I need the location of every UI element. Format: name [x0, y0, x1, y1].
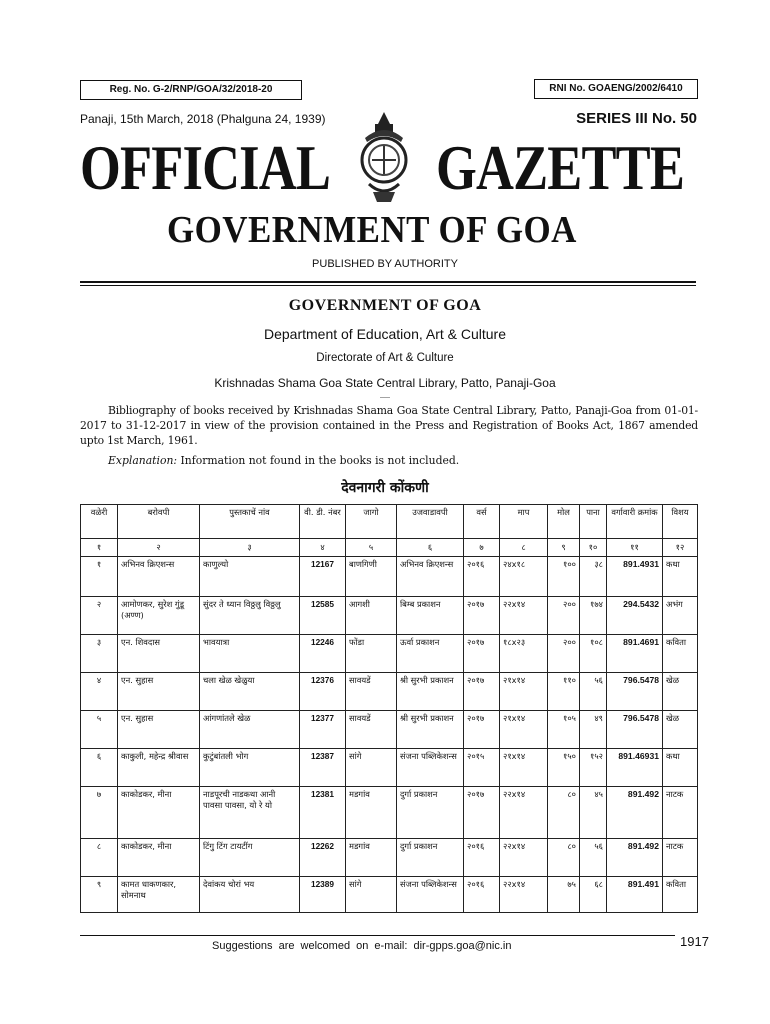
year-cell: २०१६ — [464, 839, 500, 877]
pages-cell: ५६ — [580, 673, 607, 711]
size-cell: २२x१४ — [500, 877, 548, 913]
table-row — [81, 749, 698, 787]
col-number: ७ — [464, 539, 500, 557]
size-cell: २१x१४ — [500, 673, 548, 711]
col-number: ३ — [200, 539, 300, 557]
header-rule — [80, 281, 696, 283]
header-row — [81, 505, 698, 539]
accession-cell: 12387 — [300, 749, 346, 787]
section-title: देवनागरी कोंकणी — [341, 480, 429, 496]
col-number: २ — [118, 539, 200, 557]
size-cell: २२x१४ — [500, 787, 548, 839]
subject-cell: अभंग — [663, 597, 698, 635]
author-cell: काकुली, महेन्द्र श्रीवास — [118, 749, 200, 787]
year-cell: २०१७ — [464, 673, 500, 711]
price-cell: १५० — [548, 749, 580, 787]
author-cell: अभिनव क्रिएशन्स — [118, 557, 200, 597]
accession-cell: 12389 — [300, 877, 346, 913]
year-cell: २०१५ — [464, 749, 500, 787]
col-number: ८ — [500, 539, 548, 557]
place-cell: मडगांव — [346, 839, 397, 877]
subject-cell: खेळ — [663, 673, 698, 711]
pages-cell: ३८ — [580, 557, 607, 597]
serial-cell: ८ — [81, 839, 118, 877]
publisher-cell: बिम्ब प्रकाशन — [397, 597, 464, 635]
title-cell: नाडपूरची नाडकथा आनी पावसा पावसा, यो रे यो — [200, 787, 300, 839]
classification-cell: 891.46931 — [607, 749, 663, 787]
author-cell: काकोडकर, मीना — [118, 839, 200, 877]
serial-cell: ५ — [81, 711, 118, 749]
author-cell: काकोडकर, मीना — [118, 787, 200, 839]
place-cell: सांगे — [346, 749, 397, 787]
size-cell: २२x१४ — [500, 597, 548, 635]
col-number: ५ — [346, 539, 397, 557]
publisher-cell: दुर्गा प्रकाशन — [397, 839, 464, 877]
size-cell: २१x१४ — [500, 711, 548, 749]
subject-cell: नाटक — [663, 787, 698, 839]
table-body — [81, 557, 698, 913]
pages-cell: १०८ — [580, 635, 607, 673]
table-row — [81, 673, 698, 711]
title-cell: चला खेळ खेळुया — [200, 673, 300, 711]
subject-cell: नाटक — [663, 839, 698, 877]
classification-cell: 796.5478 — [607, 711, 663, 749]
accession-cell: 12262 — [300, 839, 346, 877]
subject-cell: कविता — [663, 635, 698, 673]
price-cell: १०५ — [548, 711, 580, 749]
subject-cell: कविता — [663, 877, 698, 913]
subject-cell: कथा — [663, 557, 698, 597]
table-row — [81, 597, 698, 635]
pages-cell: ६८ — [580, 877, 607, 913]
col-header: वर्गावारी क्रमांक — [607, 505, 663, 539]
col-header: बरोवपी — [118, 505, 200, 539]
notice-heading: GOVERNMENT OF GOA — [288, 297, 482, 314]
col-header: मोल — [548, 505, 580, 539]
accession-cell: 12381 — [300, 787, 346, 839]
title-cell: काणुल्यो — [200, 557, 300, 597]
price-cell: ८० — [548, 787, 580, 839]
size-cell: २२x१४ — [500, 839, 548, 877]
accession-cell: 12246 — [300, 635, 346, 673]
masthead-subtitle: GOVERNMENT OF GOA — [167, 209, 577, 251]
price-cell: ८० — [548, 839, 580, 877]
library-name: Krishnadas Shama Goa State Central Library, Patto, Panaji-Goa — [214, 376, 556, 390]
published-by-authority: PUBLISHED BY AUTHORITY — [312, 258, 458, 270]
subject-cell: खेळ — [663, 711, 698, 749]
col-header: पुस्तकाचें नांव — [200, 505, 300, 539]
serial-cell: ६ — [81, 749, 118, 787]
size-cell: २१x१४ — [500, 749, 548, 787]
publisher-cell: संजना पब्लिकेशन्स — [397, 749, 464, 787]
price-cell: १०० — [548, 557, 580, 597]
place-cell: सावयडें — [346, 711, 397, 749]
table-row — [81, 787, 698, 839]
year-cell: २०१६ — [464, 877, 500, 913]
pages-cell: १५२ — [580, 749, 607, 787]
pages-cell: ४५ — [580, 787, 607, 839]
author-cell: आमोणकर, सुरेश गुंडू (अण्ण) — [118, 597, 200, 635]
col-header: उजवाडावपी — [397, 505, 464, 539]
explanation — [108, 454, 459, 467]
page-number: 1917 — [680, 934, 709, 949]
suggestion-note: Suggestions are welcomed on e-mail: dir-gpps.goa@nic.in — [212, 940, 512, 952]
price-cell: ११० — [548, 673, 580, 711]
column-number-row — [81, 539, 698, 557]
bibliography-table — [80, 504, 698, 913]
price-cell: ७५ — [548, 877, 580, 913]
publisher-cell: ऊर्वा प्रकाशन — [397, 635, 464, 673]
accession-cell: 12167 — [300, 557, 346, 597]
serial-cell: २ — [81, 597, 118, 635]
issue-date: Panaji, 15th March, 2018 (Phalguna 24, 1939) — [80, 112, 326, 126]
col-number: १२ — [663, 539, 698, 557]
serial-cell: ९ — [81, 877, 118, 913]
series-number: SERIES III No. 50 — [576, 110, 697, 127]
accession-cell: 12585 — [300, 597, 346, 635]
title-cell: सुंदर ते ध्यान विठ्ठलु विठ्ठलु — [200, 597, 300, 635]
pages-cell: ५६ — [580, 839, 607, 877]
place-cell: मडगांव — [346, 787, 397, 839]
author-cell: एन. सुहास — [118, 711, 200, 749]
place-cell: सांगे — [346, 877, 397, 913]
pages-cell: १७४ — [580, 597, 607, 635]
col-number: १० — [580, 539, 607, 557]
author-cell: एन. शिवदास — [118, 635, 200, 673]
title-cell: आंगणांतले खेळ — [200, 711, 300, 749]
subject-cell: कथा — [663, 749, 698, 787]
directorate-name: Directorate of Art & Culture — [316, 352, 454, 364]
year-cell: २०१७ — [464, 635, 500, 673]
price-cell: २०० — [548, 597, 580, 635]
rni-number: RNI No. GOAENG/2002/6410 — [534, 79, 698, 99]
col-number: ६ — [397, 539, 464, 557]
explanation-label: Explanation: — [108, 454, 178, 467]
masthead-gazette: GAZETTE — [436, 132, 684, 203]
publisher-cell: श्री सुरभी प्रकाशन — [397, 673, 464, 711]
title-cell: टिंगु टिंग टायटींग — [200, 839, 300, 877]
year-cell: २०१७ — [464, 787, 500, 839]
col-number: ९ — [548, 539, 580, 557]
classification-cell: 891.4931 — [607, 557, 663, 597]
accession-cell: 12377 — [300, 711, 346, 749]
classification-cell: 891.492 — [607, 839, 663, 877]
notice-paragraph: Bibliography of books received by Krishnadas Shama Goa State Central Library, Patto, Panaji-Goa from 01-01-2017 to 31-12-2017 in view of the provision contained in the Press and Registration of Books Act, 1867 amended upto 1st March, 1961. — [80, 404, 698, 447]
size-cell: २४x१८ — [500, 557, 548, 597]
col-number: ४ — [300, 539, 346, 557]
table-row — [81, 877, 698, 913]
footer-rule — [80, 935, 675, 936]
publisher-cell: अभिनव क्रिएशन्स — [397, 557, 464, 597]
header-rule-thin — [80, 285, 696, 286]
serial-cell: १ — [81, 557, 118, 597]
accession-cell: 12376 — [300, 673, 346, 711]
separator: __ — [380, 387, 390, 398]
place-cell: फोंडा — [346, 635, 397, 673]
publisher-cell: दुर्गा प्रकाशन — [397, 787, 464, 839]
pages-cell: ४९ — [580, 711, 607, 749]
author-cell: कामत धाकणकार, सोमनाथ — [118, 877, 200, 913]
year-cell: २०१७ — [464, 597, 500, 635]
serial-cell: ३ — [81, 635, 118, 673]
masthead-official: OFFICIAL — [80, 132, 331, 203]
serial-cell: ४ — [81, 673, 118, 711]
place-cell: सावयडें — [346, 673, 397, 711]
title-cell: देवांकय चोरां भय — [200, 877, 300, 913]
year-cell: २०१७ — [464, 711, 500, 749]
size-cell: १८x२३ — [500, 635, 548, 673]
department-name: Department of Education, Art & Culture — [263, 326, 506, 342]
table-row — [81, 635, 698, 673]
col-header: विशय — [663, 505, 698, 539]
col-header: पाना — [580, 505, 607, 539]
classification-cell: 796.5478 — [607, 673, 663, 711]
col-header: जागो — [346, 505, 397, 539]
classification-cell: 294.5432 — [607, 597, 663, 635]
classification-cell: 891.491 — [607, 877, 663, 913]
col-header: वर्स — [464, 505, 500, 539]
classification-cell: 891.492 — [607, 787, 663, 839]
registration-number: Reg. No. G-2/RNP/GOA/32/2018-20 — [80, 80, 302, 100]
explanation-text: Information not found in the books is not included. — [180, 454, 460, 467]
table-row — [81, 711, 698, 749]
title-cell: कुटुंबांतली भोग — [200, 749, 300, 787]
year-cell: २०१६ — [464, 557, 500, 597]
publisher-cell: संजना पब्लिकेशन्स — [397, 877, 464, 913]
place-cell: बाणगिणी — [346, 557, 397, 597]
price-cell: २०० — [548, 635, 580, 673]
author-cell: एन. सुहास — [118, 673, 200, 711]
table-row — [81, 557, 698, 597]
place-cell: आगशी — [346, 597, 397, 635]
classification-cell: 891.4691 — [607, 635, 663, 673]
col-header: वळेरी — [81, 505, 118, 539]
serial-cell: ७ — [81, 787, 118, 839]
col-number: ११ — [607, 539, 663, 557]
col-header: वी. डी. नंबर — [300, 505, 346, 539]
state-emblem-icon — [345, 108, 423, 208]
col-header: माप — [500, 505, 548, 539]
publisher-cell: श्री सुरभी प्रकाशन — [397, 711, 464, 749]
title-cell: भावयात्रा — [200, 635, 300, 673]
col-number: १ — [81, 539, 118, 557]
table-row — [81, 839, 698, 877]
